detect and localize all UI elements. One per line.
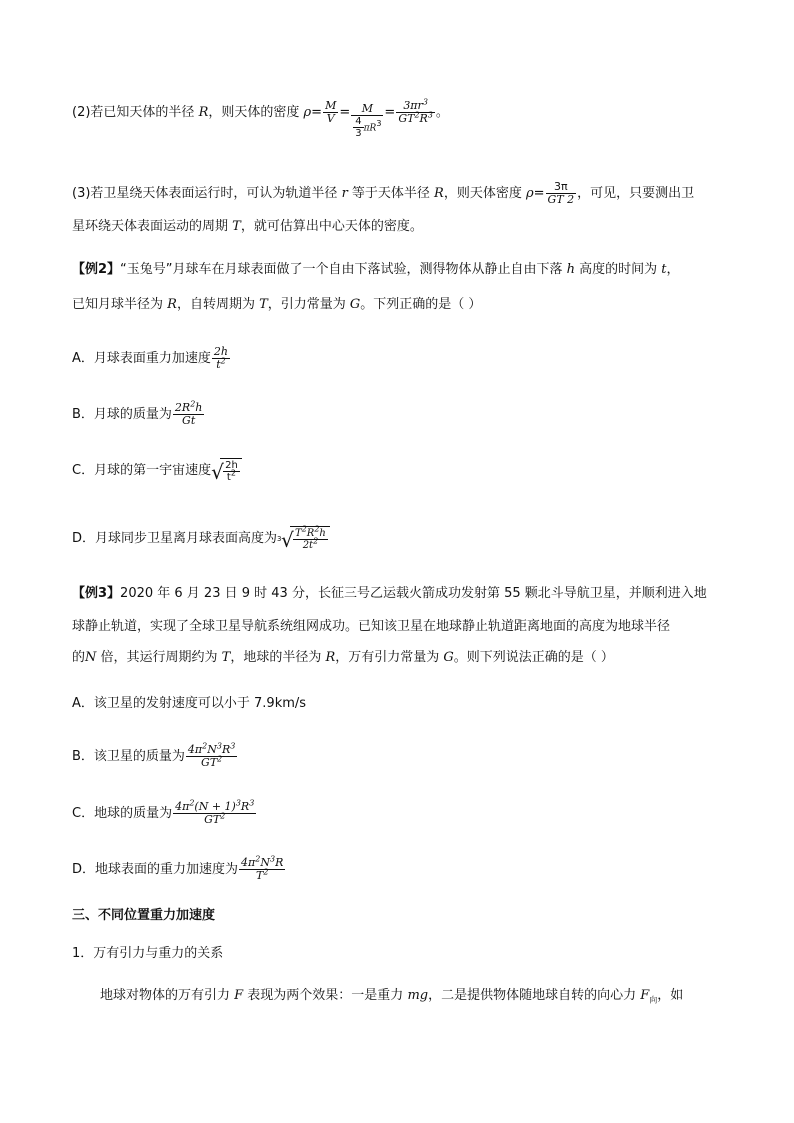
root-index: 3 xyxy=(277,535,282,543)
var-R: R xyxy=(325,650,336,665)
equals: = xyxy=(339,105,351,120)
exponent: 2 xyxy=(414,110,420,120)
option-label: B．月球的质量为 xyxy=(72,407,172,422)
period: 。 xyxy=(435,105,449,120)
num-text: 4π xyxy=(187,743,203,756)
example-3-line-1 xyxy=(72,586,707,602)
example-3-option-b[interactable] xyxy=(72,741,238,769)
exponent: 2 xyxy=(230,468,236,478)
numerator: M xyxy=(325,99,337,112)
example-3-option-a[interactable] xyxy=(72,696,306,712)
num-h: h xyxy=(319,528,326,539)
text: ，则天体密度 xyxy=(443,186,526,201)
equals: = xyxy=(311,105,323,120)
exponent: 2 xyxy=(263,867,269,877)
equals: = xyxy=(533,186,545,201)
equals: = xyxy=(384,105,396,120)
exponent: 3 xyxy=(427,110,433,120)
num-R: R xyxy=(240,800,250,813)
den-text: 2t xyxy=(302,540,314,551)
denominator xyxy=(186,754,237,769)
exponent: 2 xyxy=(313,536,319,546)
exponent: 3 xyxy=(269,854,276,864)
fraction-4-3 xyxy=(353,116,363,139)
denominator: Gt xyxy=(182,414,196,427)
num-text: 2R xyxy=(174,401,191,414)
text: 2020 年 6 月 23 日 9 时 43 分，长征三号乙运载火箭成功发射第 55 颗北斗导航卫星，并顺利进入地 xyxy=(120,586,707,601)
option-label: B．该卫星的质量为 xyxy=(72,749,185,764)
denominator xyxy=(173,811,256,826)
example-tag: 【例3】 xyxy=(72,586,121,601)
option-label: A．该卫星的发射速度可以小于 7.9km/s xyxy=(72,696,307,711)
radical-sign: √ xyxy=(211,460,224,484)
text: ，地球的半径为 xyxy=(230,650,326,665)
var-G: G xyxy=(443,650,454,665)
radicand xyxy=(290,526,330,551)
den-R: R xyxy=(419,112,428,125)
cube-root xyxy=(277,524,330,552)
num-text: 4π xyxy=(175,800,190,813)
den-text: t xyxy=(226,472,231,483)
paragraph-2 xyxy=(72,97,449,139)
numerator: 4 xyxy=(355,115,362,127)
num-R: R xyxy=(275,856,284,869)
exponent: 3 xyxy=(422,97,428,107)
num-paren: (N + 1) xyxy=(194,800,236,813)
pi-R: πR xyxy=(363,123,377,133)
example-tag: 【例2】 xyxy=(72,262,121,277)
exponent: 2 xyxy=(202,741,208,751)
text: ，二是提供物体随地球自转的向心力 xyxy=(428,988,641,1003)
text: 等于天体半径 xyxy=(347,186,435,201)
text: (2)若已知天体的半径 xyxy=(72,105,199,120)
exponent: 2 xyxy=(255,854,261,864)
num-h: h xyxy=(195,401,203,414)
text: 倍，其运行周期约为 xyxy=(96,650,222,665)
fraction-M-over-V xyxy=(323,100,338,125)
fraction xyxy=(223,460,240,483)
var-N: N xyxy=(85,650,97,665)
num-T: T xyxy=(295,528,302,539)
denominator xyxy=(223,468,240,483)
var-rho: ρ xyxy=(303,105,312,120)
num-N: N xyxy=(260,856,270,869)
fraction xyxy=(239,854,285,882)
denominator: 3 xyxy=(355,127,362,139)
var-r: r xyxy=(341,186,348,201)
text: ，引力常量为 xyxy=(267,297,350,312)
text: 地球对物体的万有引力 xyxy=(100,988,235,1003)
var-T: T xyxy=(232,219,241,234)
var-h: h xyxy=(566,262,576,277)
exponent: 2 xyxy=(190,399,196,409)
denominator xyxy=(396,110,435,125)
body-paragraph xyxy=(100,988,683,1004)
numerator: 3π xyxy=(546,181,577,194)
fraction-result xyxy=(396,97,435,125)
denominator xyxy=(212,356,230,371)
var-R: R xyxy=(434,186,444,201)
exponent: 2 xyxy=(189,798,195,808)
option-label: D．地球表面的重力加速度为 xyxy=(72,862,239,877)
den-text: GT xyxy=(201,756,218,769)
exponent: 2 xyxy=(220,356,226,366)
text: ，可见，只要测出卫 xyxy=(577,186,695,201)
example-3-line-2 xyxy=(72,619,670,635)
text: 。则下列说法正确的是（ ） xyxy=(453,650,614,665)
option-label: A．月球表面重力加速度 xyxy=(72,351,211,366)
var-G: G xyxy=(349,297,361,312)
var-T: T xyxy=(259,297,268,312)
text: 球静止轨道，实现了全球卫星导航系统组网成功。已知该卫星在地球静止轨道距离地面的高度为地球半径 xyxy=(72,619,671,634)
exponent: 3 xyxy=(216,741,222,751)
paragraph-3-line-2 xyxy=(72,219,423,235)
text: “玉兔号”月球车在月球表面做了一个自由下落试验，测得物体从静止自由下落 xyxy=(120,262,567,277)
num-text: 4π xyxy=(241,856,256,869)
radical-sign: √ xyxy=(281,528,294,552)
text: 高度的时间为 xyxy=(575,262,662,277)
fraction xyxy=(186,741,237,769)
option-label: C．月球的第一宇宙速度 xyxy=(72,463,212,478)
example-2-option-b[interactable] xyxy=(72,399,205,427)
text: (3)若卫星绕天体表面运行时，可认为轨道半径 xyxy=(72,186,342,201)
num-N: N xyxy=(207,743,217,756)
var-mg: mg xyxy=(407,988,429,1003)
denominator xyxy=(239,867,285,882)
exponent: 3 xyxy=(230,741,236,751)
paragraph-3-line-1 xyxy=(72,181,694,206)
text: ，自转周期为 xyxy=(176,297,260,312)
fraction xyxy=(212,346,230,371)
example-3-line-3 xyxy=(72,650,614,666)
exponent: 3 xyxy=(235,798,241,808)
denominator xyxy=(293,536,328,551)
text: 的 xyxy=(72,650,86,665)
numerator xyxy=(293,524,328,540)
num-text: 3πr xyxy=(403,99,423,112)
subscript: 向 xyxy=(649,995,658,1005)
example-2-option-c[interactable] xyxy=(72,458,242,483)
fraction xyxy=(173,399,204,427)
text: ，就可估算出中心天体的密度。 xyxy=(240,219,423,234)
text: 星环绕天体表面运动的周期 xyxy=(72,219,233,234)
den-text: t xyxy=(216,358,221,371)
text: 已知月球半径为 xyxy=(72,297,168,312)
text: ，则天体的密度 xyxy=(208,105,304,120)
text: ， xyxy=(666,262,680,277)
square-root xyxy=(211,458,242,483)
numerator: 2h xyxy=(225,460,238,471)
numerator: M xyxy=(351,103,383,116)
var-R: R xyxy=(198,105,209,120)
exponent: 3 xyxy=(249,798,255,808)
example-2-option-a[interactable] xyxy=(72,346,231,371)
exponent: 2 xyxy=(217,754,223,764)
denominator: GT 2 xyxy=(547,193,575,206)
fraction xyxy=(173,798,256,826)
var-R: R xyxy=(167,297,177,312)
var-F: F xyxy=(234,988,244,1003)
example-2-line-2 xyxy=(72,297,481,313)
fraction xyxy=(293,524,328,551)
text: 。下列正确的是（ ） xyxy=(360,297,482,312)
section-heading: 三、不同位置重力加速度 xyxy=(72,908,216,923)
den-text: GT xyxy=(398,112,415,125)
var-t: t xyxy=(661,262,667,277)
example-2-line-1 xyxy=(72,262,680,278)
exponent: 2 xyxy=(314,524,320,534)
fraction-3pi-over-GT2 xyxy=(546,181,577,206)
num-R: R xyxy=(221,743,231,756)
example-3-option-c[interactable] xyxy=(72,798,257,826)
example-2-option-d[interactable] xyxy=(72,526,330,551)
denominator: V xyxy=(326,112,335,125)
var-rho: ρ xyxy=(525,186,534,201)
var-T: T xyxy=(221,650,231,665)
example-3-option-d[interactable] xyxy=(72,854,286,882)
denominator xyxy=(351,116,383,139)
num-R: R xyxy=(306,528,315,539)
den-text: T xyxy=(255,869,264,882)
exponent: 3 xyxy=(376,118,382,128)
den-text: GT xyxy=(204,813,221,826)
fraction-M-over-volume xyxy=(351,103,383,139)
exponent: 2 xyxy=(220,811,226,821)
option-label: D．月球同步卫星离月球表面高度为 xyxy=(72,531,278,546)
text: ，万有引力常量为 xyxy=(335,650,444,665)
numerator: 2h xyxy=(213,345,228,358)
exponent: 2 xyxy=(301,524,307,534)
option-label: C．地球的质量为 xyxy=(72,806,173,821)
text: 表现为两个效果：一是重力 xyxy=(243,988,408,1003)
var-F-centripetal: F xyxy=(640,988,650,1003)
subsection-heading: 1．万有引力与重力的关系 xyxy=(72,946,224,961)
text: ，如 xyxy=(657,988,684,1003)
